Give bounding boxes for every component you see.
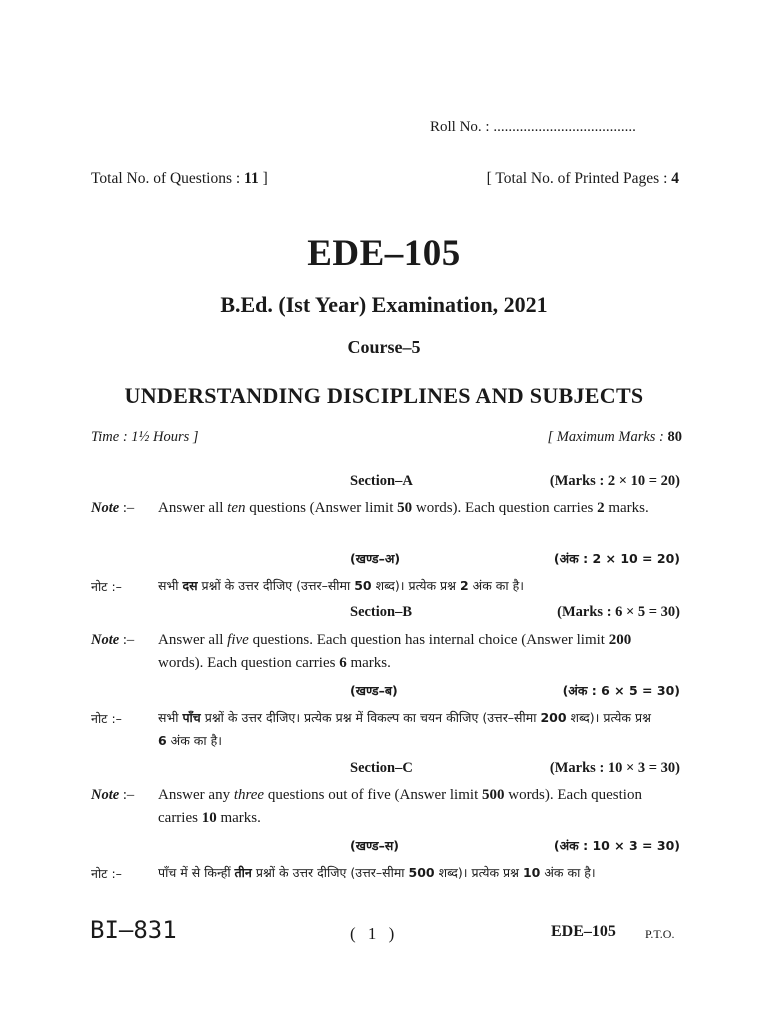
note-text: words). Each question carries (158, 655, 340, 671)
page-number: ( 1 ) (350, 924, 399, 943)
note-number: 2 (597, 500, 605, 516)
hindi-note-text: पाँच में से किन्हीं (158, 865, 235, 880)
hindi-note-text: शब्द)। प्रत्येक प्रश्न (434, 865, 523, 880)
section-b-hindi-note-text (158, 706, 658, 752)
section-a-marks: (Marks : 2 × 10 = 20) (549, 473, 680, 489)
note-text: questions out of five (Answer limit (264, 787, 482, 803)
note-text: Answer any (158, 787, 234, 803)
note-dash: :– (119, 787, 135, 803)
note-label-text: Note (91, 787, 120, 803)
total-pages (487, 170, 679, 188)
section-c-note-text (158, 784, 658, 830)
hindi-note-text: प्रश्नों के उत्तर दीजिए (उत्तर–सीमा (197, 578, 355, 593)
note-text: words). Each question carries (158, 787, 642, 826)
hindi-note-number: 6 (158, 733, 167, 748)
note-number: 10 (201, 810, 217, 826)
hindi-note-text: अंक का है। (468, 578, 524, 593)
paper-code-title: EDE–105 (307, 233, 461, 274)
hindi-note-number: 500 (408, 865, 435, 880)
series-code: BI–831 (90, 916, 177, 944)
total-questions (91, 170, 268, 188)
section-c-hindi-title: (खण्ड–स) (350, 838, 399, 853)
total-questions-suffix: ] (258, 170, 268, 187)
section-a-title: Section–A (350, 473, 413, 489)
time-allowed-text: Time : 1½ Hours ] (91, 429, 199, 445)
section-b-note-label (91, 632, 134, 649)
section-a-hindi-marks: (अंक : 2 × 10 = 20) (553, 551, 680, 566)
hindi-note-text: सभी (158, 710, 183, 725)
maximum-marks-text: [ Maximum Marks : (547, 429, 664, 445)
note-number: 50 (397, 500, 413, 516)
note-text: questions. Each question has internal choice (Answer limit (248, 632, 609, 648)
maximum-marks (547, 429, 682, 446)
hindi-note-number: 2 (459, 578, 469, 593)
section-b-hindi-note-label: नोट :– (91, 711, 122, 726)
hindi-note-text: प्रश्नों के उत्तर दीजिए (उत्तर–सीमा (251, 865, 409, 880)
hindi-note-text: अंक का है। (540, 865, 596, 880)
section-a-note-label (91, 500, 134, 517)
section-a-note-text (158, 497, 658, 520)
section-b-marks: (Marks : 6 × 5 = 30) (557, 604, 680, 620)
section-c-hindi-note-label: नोट :– (91, 866, 122, 881)
roll-number-field: Roll No. : ...................................... (430, 119, 636, 135)
note-text: marks. (346, 655, 391, 671)
total-pages-value: 4 (671, 170, 679, 187)
subject-title: UNDERSTANDING DISCIPLINES AND SUBJECTS (124, 383, 644, 408)
section-a-hindi-note-label: नोट :– (91, 579, 122, 594)
section-c-marks: (Marks : 10 × 3 = 30) (549, 760, 680, 776)
please-turn-over: P.T.O. (645, 927, 675, 941)
course-title: Course–5 (347, 337, 421, 357)
hindi-note-number: 50 (354, 578, 372, 593)
section-b-title: Section–B (350, 604, 413, 620)
time-allowed (91, 429, 199, 446)
note-text: Answer all (158, 632, 228, 648)
hindi-note-emphasis: पाँच (182, 710, 201, 725)
note-text: marks. (604, 500, 649, 516)
section-c-note-label (91, 787, 134, 804)
section-b-hindi-marks: (अंक : 6 × 5 = 30) (562, 683, 680, 698)
section-c-hindi-marks: (अंक : 10 × 3 = 30) (553, 838, 680, 853)
hindi-note-text: सभी (158, 578, 183, 593)
total-questions-value: 11 (244, 170, 259, 187)
hindi-note-emphasis: दस (182, 578, 198, 593)
note-dash: :– (119, 500, 135, 516)
note-emphasis: three (233, 787, 265, 803)
hindi-note-number: 200 (540, 710, 567, 725)
section-b-hindi-title: (खण्ड–ब) (350, 683, 398, 698)
section-c-hindi-note-text (158, 861, 658, 884)
note-text: Answer all (158, 500, 228, 516)
note-label-text: Note (91, 632, 120, 648)
section-b-note-text (158, 629, 658, 675)
section-a-hindi-title: (खण्ड–अ) (350, 551, 401, 566)
hindi-note-text: शब्द)। प्रत्येक प्रश्न (566, 710, 651, 725)
exam-title: B.Ed. (Ist Year) Examination, 2021 (220, 292, 548, 317)
note-emphasis: ten (227, 500, 246, 516)
note-text: words). Each question carries (412, 500, 598, 516)
note-text: marks. (216, 810, 261, 826)
note-text: questions (Answer limit (245, 500, 398, 516)
hindi-note-text: अंक का है। (166, 733, 222, 748)
section-c-title: Section–C (350, 760, 413, 776)
note-number: 6 (339, 655, 347, 671)
footer-paper-code: EDE–105 (551, 923, 616, 940)
hindi-note-emphasis: तीन (234, 865, 252, 880)
hindi-note-text: शब्द)। प्रत्येक प्रश्न (371, 578, 460, 593)
maximum-marks-value: 80 (667, 429, 682, 445)
note-number: 200 (608, 632, 632, 648)
note-number: 500 (481, 787, 505, 803)
note-emphasis: five (227, 632, 249, 648)
hindi-note-number: 10 (522, 865, 541, 880)
section-a-hindi-note-text (158, 574, 658, 597)
total-questions-label: Total No. of Questions : (91, 170, 245, 187)
total-pages-label: [ Total No. of Printed Pages : (486, 170, 672, 187)
note-label-text: Note (91, 500, 120, 516)
hindi-note-text: प्रश्नों के उत्तर दीजिए। प्रत्येक प्रश्न में विकल्प का चयन कीजिए (उत्तर–सीमा (200, 710, 541, 725)
note-dash: :– (119, 632, 135, 648)
